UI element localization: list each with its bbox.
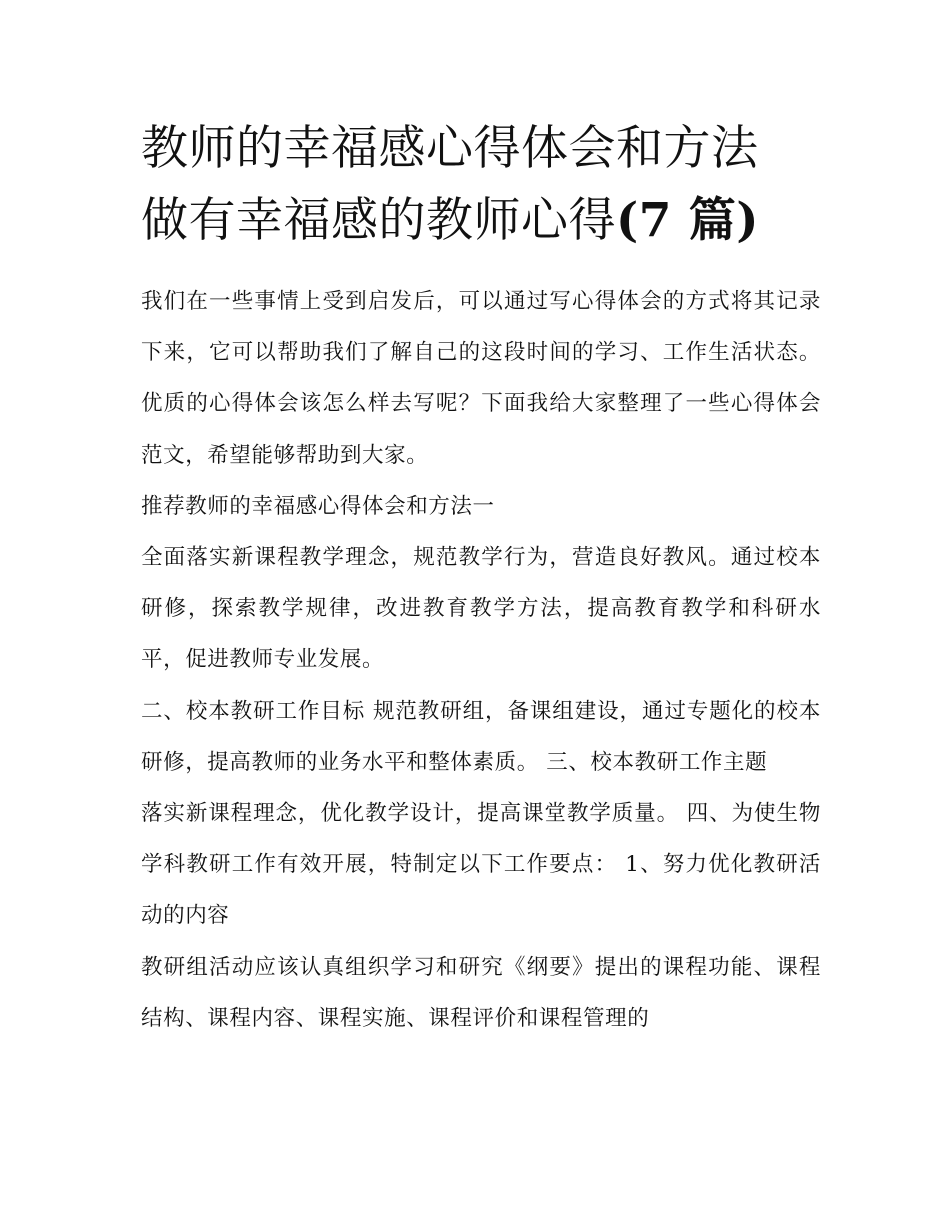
document-title <box>141 113 821 257</box>
title-line-2 <box>141 185 821 257</box>
title-line-2-suffix: (7 篇) <box>616 193 760 248</box>
paragraph-objectives: 二、校本教研工作目标 规范教研组，备课组建设，通过专题化的校本研修，提高教师的业务水平和整体素质。 三、校本教研工作主题 <box>141 698 821 775</box>
title-line-2-main: 做有幸福感的教师心得 <box>141 193 616 248</box>
paragraph-activities: 教研组活动应该认真组织学习和研究《纲要》提出的课程功能、课程结构、课程内容、课程实施、课程评价和课程管理的 <box>141 954 821 1031</box>
paragraph-intro: 我们在一些事情上受到启发后，可以通过写心得体会的方式将其记录下来，它可以帮助我们了解自己的这段时间的学习、工作生活状态。优质的心得体会该怎么样去写呢？下面我给大家整理了一些心得体会范文，希望能够帮助到大家。 <box>141 289 821 468</box>
paragraph-section-heading: 推荐教师的幸福感心得体会和方法一 <box>141 493 495 519</box>
document-body <box>141 276 821 1044</box>
paragraph-theme: 落实新课程理念，优化教学设计，提高课堂教学质量。 四、为使生物学科教研工作有效开展，特制定以下工作要点： 1、努力优化教研活动的内容 <box>141 801 821 929</box>
title-line-1: 教师的幸福感心得体会和方法 <box>141 121 759 176</box>
paragraph-goal: 全面落实新课程教学理念，规范教学行为，营造良好教风。通过校本研修，探索教学规律，改进教育教学方法，提高教育教学和科研水平，促进教师专业发展。 <box>141 545 821 673</box>
